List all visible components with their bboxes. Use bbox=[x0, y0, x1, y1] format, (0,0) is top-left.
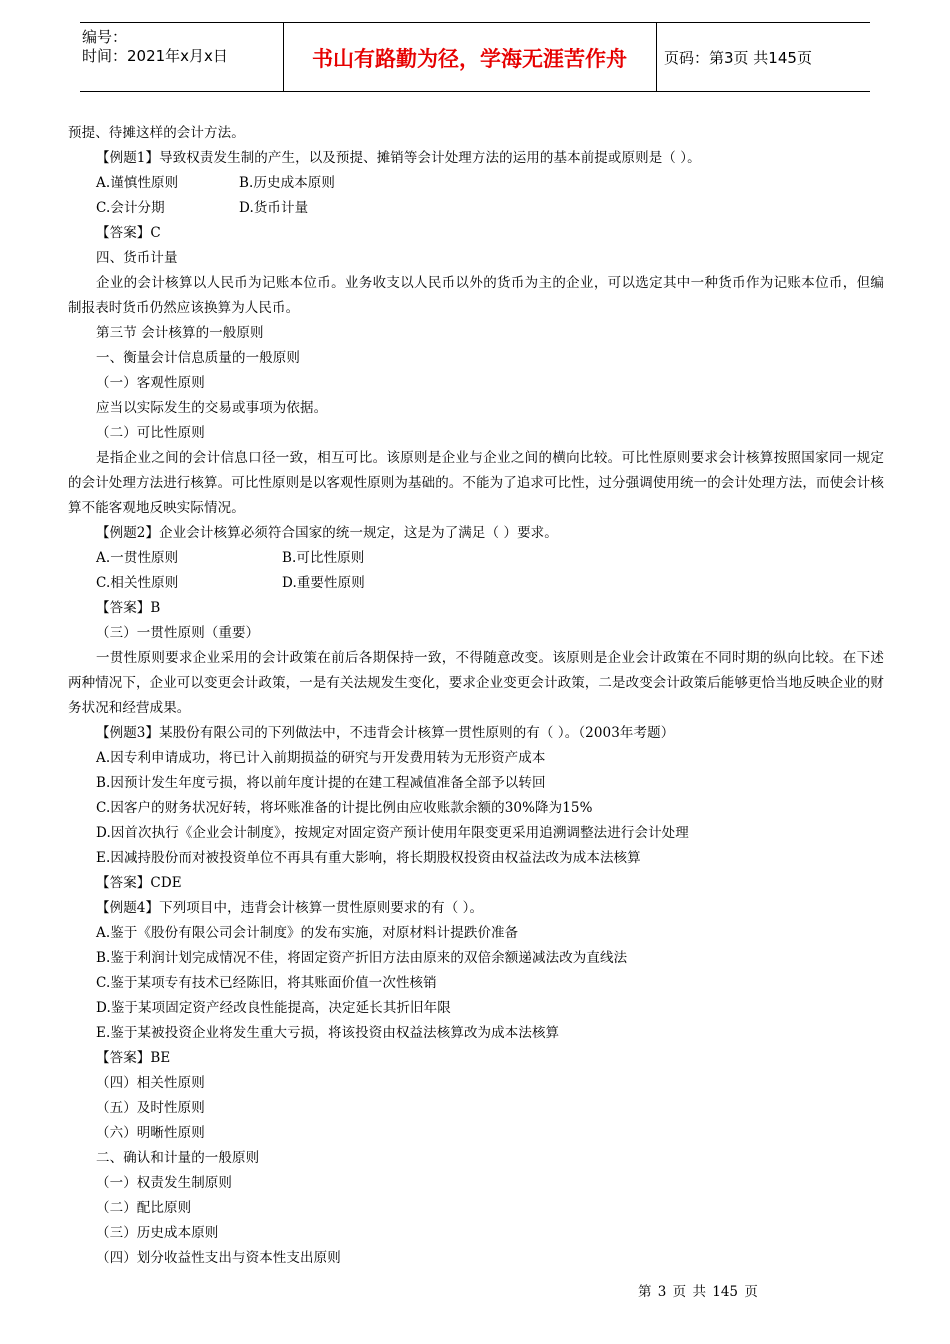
text-line: 【例题2】企业会计核算必须符合国家的统一规定，这是为了满足（ ）要求。 bbox=[96, 525, 558, 541]
text-line: A.因专利申请成功，将已计入前期损益的研究与开发费用转为无形资产成本 bbox=[96, 750, 546, 766]
option-text: B.历史成本原则 bbox=[239, 175, 336, 191]
text-line: 【答案】CDE bbox=[96, 875, 182, 891]
text-line: 二、确认和计量的一般原则 bbox=[96, 1150, 260, 1166]
option-row bbox=[68, 171, 884, 196]
text-line: 预提、待摊这样的会计方法。 bbox=[68, 125, 245, 141]
option-text: B.可比性原则 bbox=[282, 550, 365, 566]
text-line: B.鉴于利润计划完成情况不佳，将固定资产折旧方法由原来的双倍余额递减法改为直线法 bbox=[96, 950, 628, 966]
header-motto: 书山有路勤为径，学海无涯苦作舟 bbox=[312, 47, 627, 71]
text-line: （三）历史成本原则 bbox=[96, 1225, 219, 1241]
option-text: A.谨慎性原则 bbox=[96, 175, 179, 191]
text-line: E.鉴于某被投资企业将发生重大亏损，将该投资由权益法核算改为成本法核算 bbox=[96, 1025, 560, 1041]
text-line: （一）客观性原则 bbox=[96, 375, 205, 391]
text-line: （三）一贯性原则（重要） bbox=[96, 625, 260, 641]
paragraph: 一贯性原则要求企业采用的会计政策在前后各期保持一致，不得随意改变。该原则是企业会计政策在不同时期的纵向比较。在下述两种情况下，企业可以变更会计政策，一是有关法规发生变化，要求企业变更会计政策，二是改变会计政策后能够更恰当地反映企业的财务状况和经营成果。 bbox=[68, 650, 884, 716]
option-row bbox=[68, 196, 884, 221]
page-header bbox=[80, 22, 870, 92]
text-line: 第三节 会计核算的一般原则 bbox=[96, 325, 264, 341]
text-line: D.鉴于某项固定资产经改良性能提高，决定延长其折旧年限 bbox=[96, 1000, 451, 1016]
serial-number-label: 编号： bbox=[82, 28, 128, 46]
text-line: C.鉴于某项专有技术已经陈旧，将其账面价值一次性核销 bbox=[96, 975, 437, 991]
text-line: C.因客户的财务状况好转，将坏账准备的计提比例由应收账款余额的30%降为15% bbox=[96, 800, 593, 816]
header-motto-cell bbox=[283, 23, 657, 91]
text-line: A.鉴于《股份有限公司会计制度》的发布实施，对原材料计提跌价准备 bbox=[96, 925, 519, 941]
header-meta-cell bbox=[80, 23, 284, 91]
text-line: 四、货币计量 bbox=[96, 250, 178, 266]
text-line: （二）可比性原则 bbox=[96, 425, 205, 441]
text-line: D.因首次执行《企业会计制度》，按规定对固定资产预计使用年限变更采用追溯调整法进行会计处理 bbox=[96, 825, 689, 841]
text-line: 【例题3】某股份有限公司的下列做法中，不违背会计核算一贯性原则的有（ ）。（2003年考题） bbox=[96, 725, 675, 741]
option-text: D.货币计量 bbox=[239, 200, 309, 216]
text-line: 【答案】BE bbox=[96, 1050, 171, 1066]
text-line: 【例题4】下列项目中，违背会计核算一贯性原则要求的有（ ）。 bbox=[96, 900, 484, 916]
text-line: 【例题1】导致权责发生制的产生，以及预提、摊销等会计处理方法的运用的基本前提或原则是（ ）。 bbox=[96, 150, 701, 166]
text-line: （六）明晰性原则 bbox=[96, 1125, 205, 1141]
text-line: B.因预计发生年度亏损，将以前年度计提的在建工程减值准备全部予以转回 bbox=[96, 775, 546, 791]
option-text: C.相关性原则 bbox=[96, 575, 179, 591]
text-line: （四）划分收益性支出与资本性支出原则 bbox=[96, 1250, 341, 1266]
header-page-info: 页码：第3页 共145页 bbox=[664, 49, 812, 67]
text-line: （四）相关性原则 bbox=[96, 1075, 205, 1091]
option-text: C.会计分期 bbox=[96, 200, 165, 216]
text-line: 应当以实际发生的交易或事项为依据。 bbox=[96, 400, 328, 416]
text-line: （二）配比原则 bbox=[96, 1200, 192, 1216]
option-text: A.一贯性原则 bbox=[96, 550, 179, 566]
option-text: D.重要性原则 bbox=[282, 575, 365, 591]
text-line: 一、衡量会计信息质量的一般原则 bbox=[96, 350, 300, 366]
option-row bbox=[68, 571, 884, 596]
document-body bbox=[68, 121, 884, 1271]
text-line: 【答案】B bbox=[96, 600, 161, 616]
text-line: （一）权责发生制原则 bbox=[96, 1175, 232, 1191]
text-line: 【答案】C bbox=[96, 225, 161, 241]
header-page-cell bbox=[656, 23, 870, 91]
paragraph: 企业的会计核算以人民币为记账本位币。业务收支以人民币以外的货币为主的企业，可以选定其中一种货币作为记账本位币，但编制报表时货币仍然应该换算为人民币。 bbox=[68, 275, 884, 316]
page-footer: 第 3 页 共 145 页 bbox=[638, 1284, 758, 1300]
paragraph: 是指企业之间的会计信息口径一致，相互可比。该原则是企业与企业之间的横向比较。可比性原则要求会计核算按照国家同一规定的会计处理方法进行核算。可比性原则是以客观性原则为基础的。不能为了追求可比性，过分强调使用统一的会计处理方法，而使会计核算不能客观地反映实际情况。 bbox=[68, 450, 884, 516]
text-line: E.因减持股份而对被投资单位不再具有重大影响，将长期股权投资由权益法改为成本法核算 bbox=[96, 850, 641, 866]
text-line: （五）及时性原则 bbox=[96, 1100, 205, 1116]
time-label: 时间：2021年x月x日 bbox=[82, 47, 228, 65]
option-row bbox=[68, 546, 884, 571]
